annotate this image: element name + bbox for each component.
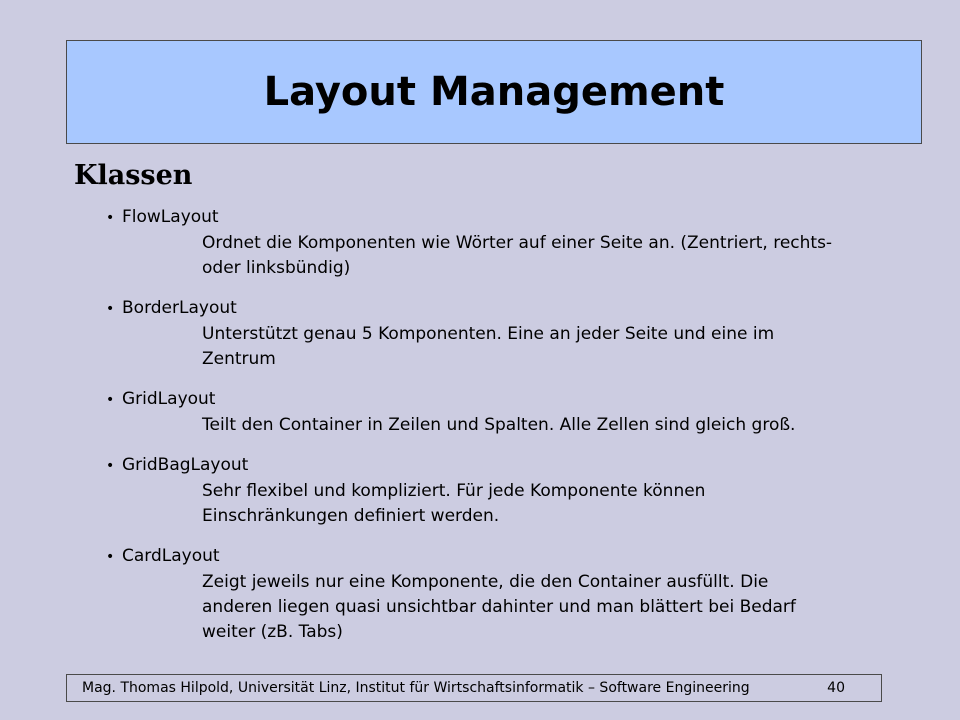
item-description: Unterstützt genau 5 Komponenten. Eine an jeder Seite und eine im Zentrum: [202, 324, 775, 369]
bullet-icon: •: [106, 301, 115, 317]
item-name: FlowLayout: [122, 207, 219, 227]
list-item: [106, 387, 866, 438]
bullet-icon: •: [106, 458, 115, 474]
item-name: GridBagLayout: [122, 455, 249, 475]
footer: [66, 674, 882, 702]
bullet-icon: •: [106, 549, 115, 565]
item-description: Ordnet die Komponenten wie Wörter auf einer Seite an. (Zentriert, rechts- oder linksbündig): [202, 233, 833, 278]
bullet-icon: •: [106, 210, 115, 226]
list-item: [106, 544, 866, 645]
section-heading: Klassen: [74, 160, 193, 191]
page-number: 40: [827, 680, 845, 696]
item-name: CardLayout: [122, 546, 220, 566]
bullet-icon: •: [106, 392, 115, 408]
title-box: [66, 40, 922, 144]
item-description: Zeigt jeweils nur eine Komponente, die den Container ausfüllt. Die anderen liegen quasi unsichtbar dahinter und man blättert bei Bedarf weiter (zB. Tabs): [202, 572, 796, 642]
layout-class-list: [106, 205, 866, 660]
item-description: Teilt den Container in Zeilen und Spalten. Alle Zellen sind gleich groß.: [202, 415, 796, 435]
item-description: Sehr flexibel und kompliziert. Für jede Komponente können Einschränkungen definiert werden.: [202, 481, 706, 526]
item-name: GridLayout: [122, 389, 216, 409]
item-name: BorderLayout: [122, 298, 237, 318]
list-item: [106, 205, 866, 281]
list-item: [106, 453, 866, 529]
slide-title: Layout Management: [263, 69, 725, 115]
footer-credit: Mag. Thomas Hilpold, Universität Linz, Institut für Wirtschaftsinformatik – Software Engineering: [82, 680, 750, 696]
list-item: [106, 296, 866, 372]
